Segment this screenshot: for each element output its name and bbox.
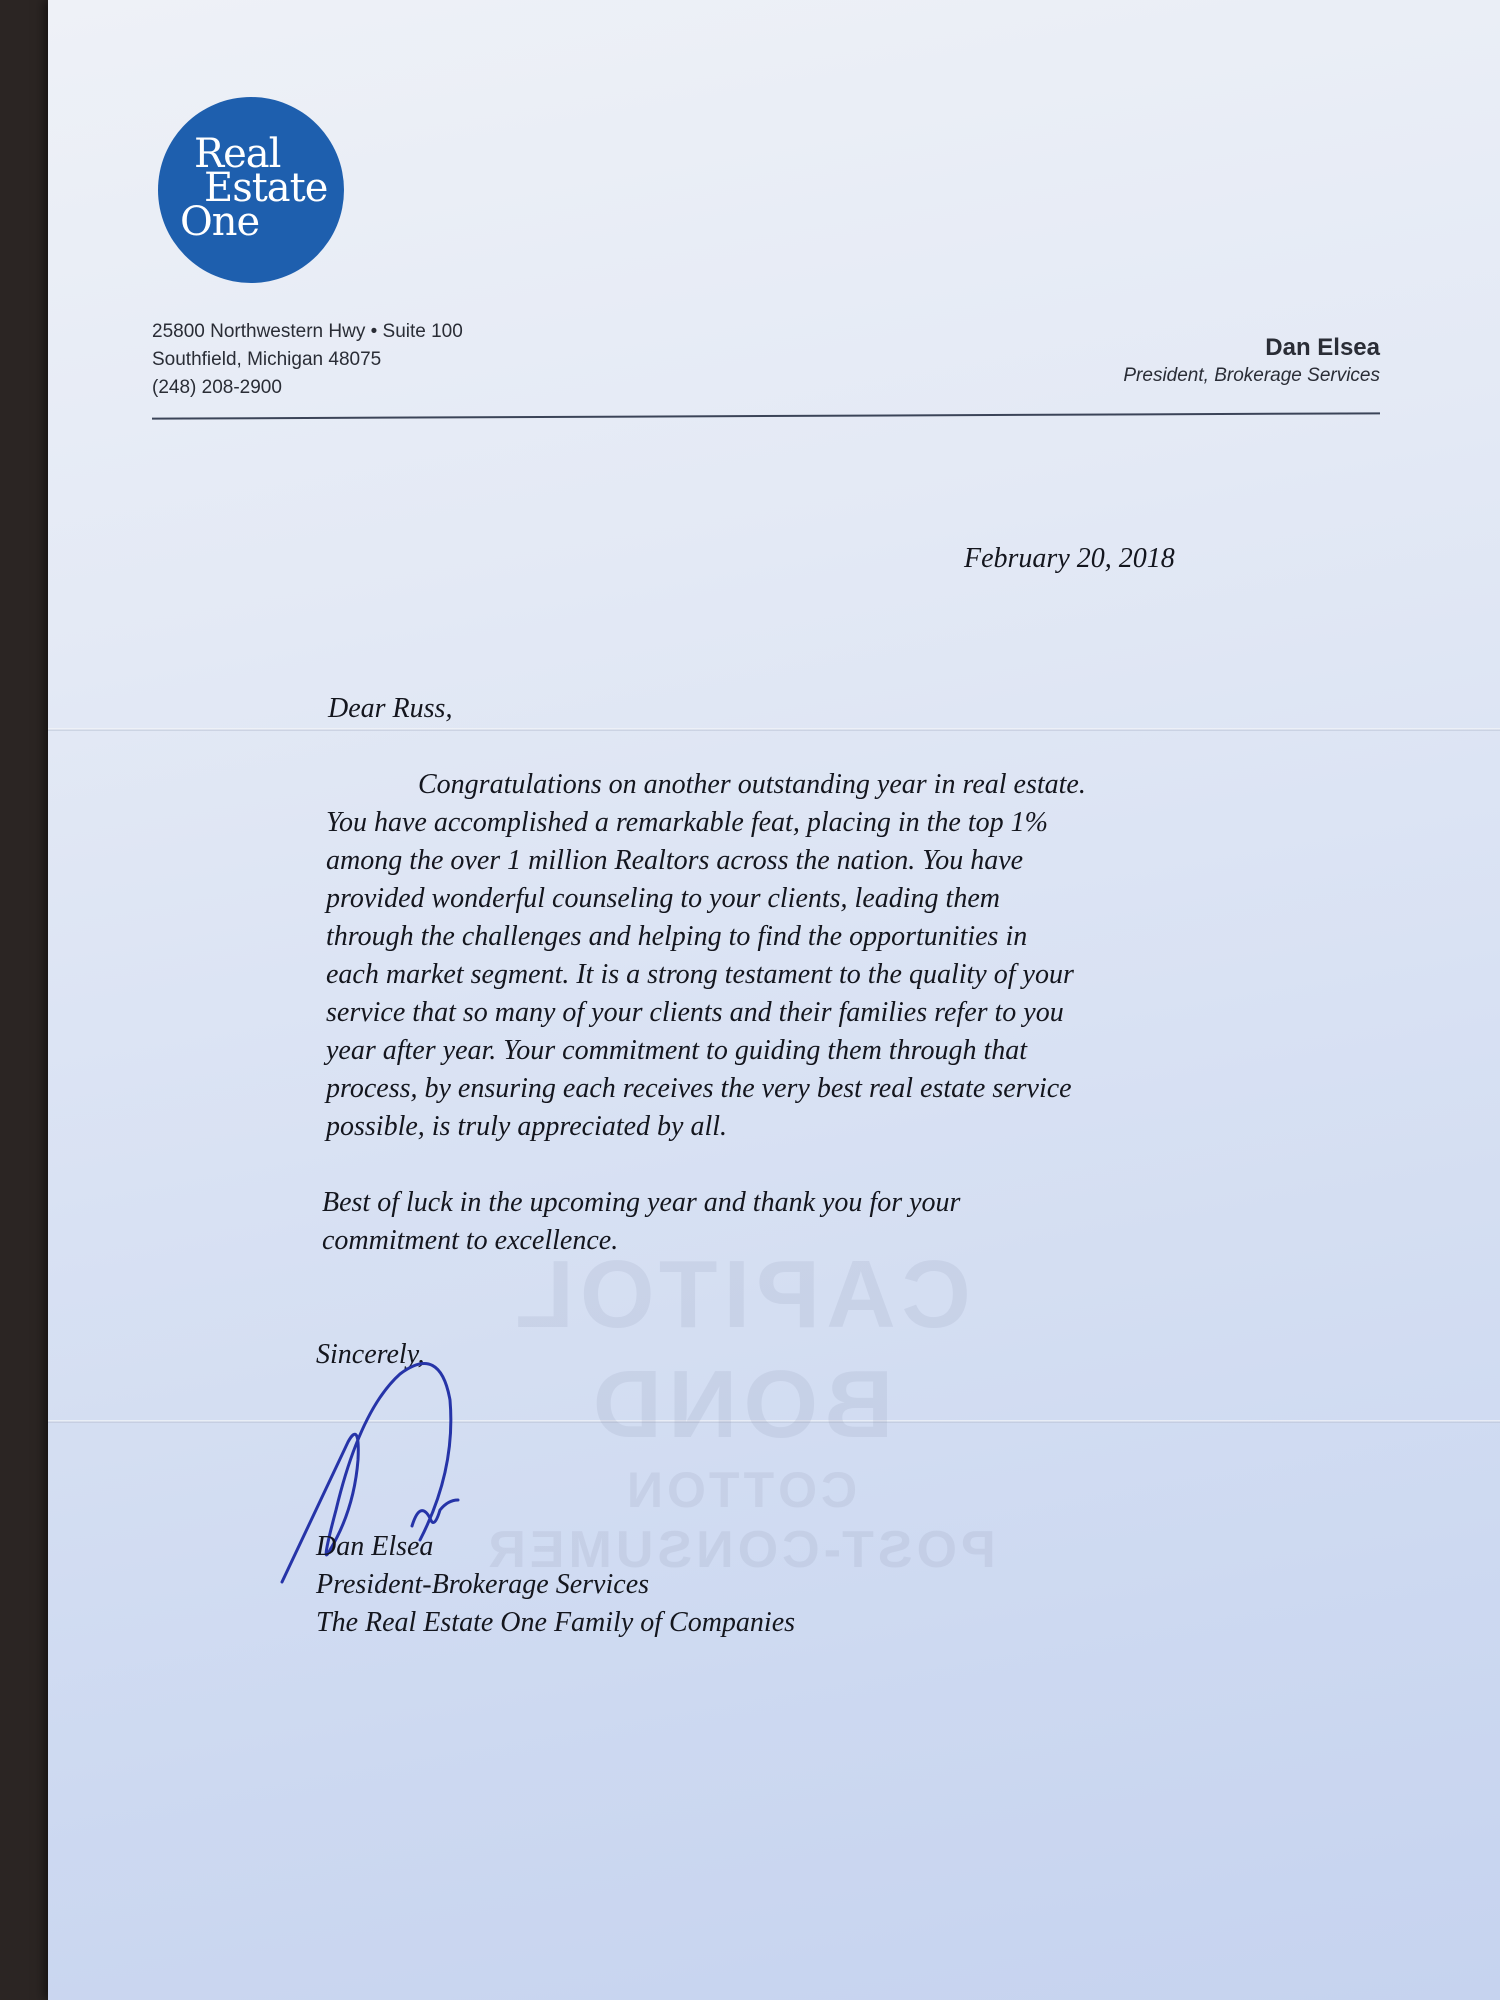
closing-line: Best of luck in the upcoming year and thank you for your: [322, 1187, 961, 1218]
body-line: service that so many of your clients and their families refer to you: [326, 997, 1064, 1028]
body-line: provided wonderful counseling to your clients, leading them: [326, 883, 1000, 914]
valediction: Sincerely,: [316, 1339, 425, 1370]
company-logo: [158, 97, 344, 283]
body-line: each market segment. It is a strong testament to the quality of your: [326, 959, 1074, 990]
logo-text-line: Estate: [204, 165, 328, 211]
signer-company: The Real Estate One Family of Companies: [316, 1607, 796, 1638]
body-line: among the over 1 million Realtors across the nation. You have: [326, 845, 1024, 876]
closing-paragraph: [322, 1184, 960, 1260]
sender-block: [1123, 333, 1380, 389]
sender-name: Dan Elsea: [1265, 334, 1380, 361]
body-line: possible, is truly appreciated by all.: [326, 1111, 728, 1142]
address-line: 25800 Northwestern Hwy • Suite 100: [152, 321, 463, 342]
paper-fold-line: [48, 1420, 1500, 1423]
body-line: Congratulations on another outstanding year in real estate.: [418, 769, 1086, 800]
body-paragraph: [326, 766, 1226, 1146]
paper-fold-line: [48, 728, 1500, 731]
signer-name: Dan Elsea: [316, 1531, 434, 1562]
address-line: Southfield, Michigan 48075: [152, 349, 382, 370]
closing-line: commitment to excellence.: [322, 1225, 619, 1256]
sender-title: President, Brokerage Services: [1123, 365, 1380, 386]
signer-title: President-Brokerage Services: [316, 1569, 650, 1600]
phone-number: (248) 208-2900: [152, 377, 282, 398]
body-line: through the challenges and helping to find the opportunities in: [326, 921, 1028, 952]
body-line: You have accomplished a remarkable feat, placing in the top 1%: [326, 807, 1048, 838]
body-line: process, by ensuring each receives the very best real estate service: [326, 1073, 1072, 1104]
signature-block: [316, 1528, 795, 1642]
company-address: [152, 318, 463, 402]
logo-text-line: One: [180, 199, 260, 245]
salutation: Dear Russ,: [328, 693, 453, 724]
body-line: year after year. Your commitment to guiding them through that: [326, 1035, 1027, 1066]
logo-text-line: Real: [194, 131, 281, 177]
letter-date: February 20, 2018: [964, 543, 1175, 574]
